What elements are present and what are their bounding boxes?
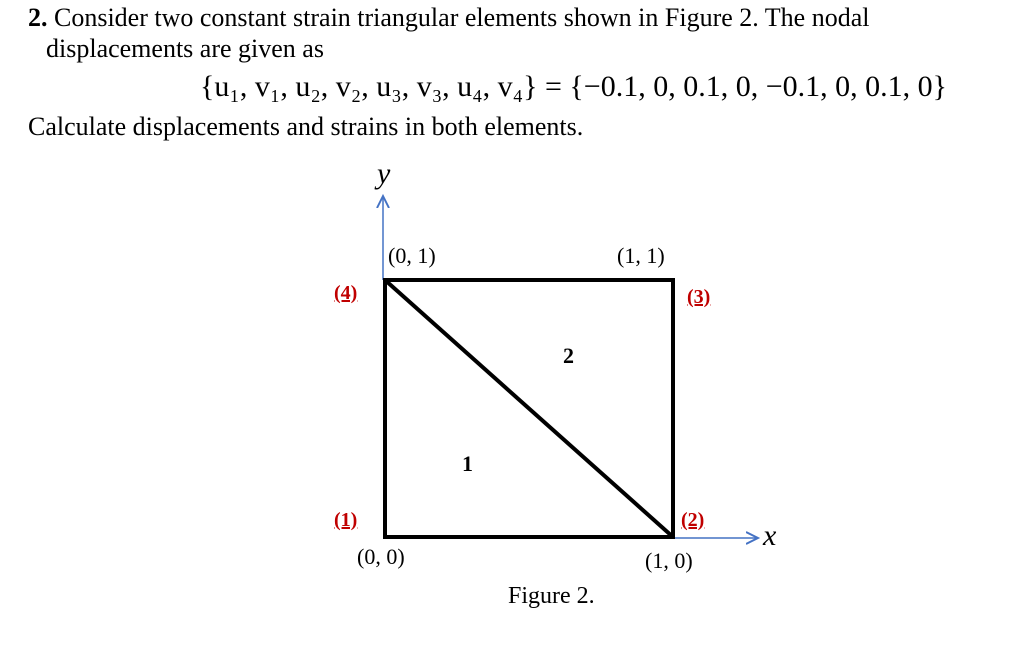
problem-line-3: Calculate displacements and strains in both elements. xyxy=(28,112,584,141)
equation-lhs: {u₁, v₁, u₂, v₂, u₃, v₃, u₄, v₄} xyxy=(200,70,538,103)
node-label-4: (4) xyxy=(334,282,358,304)
coord-node-2: (1, 0) xyxy=(645,548,693,573)
coord-node-3: (1, 1) xyxy=(617,243,665,268)
element-label-2: 2 xyxy=(563,343,574,368)
coord-node-4: (0, 1) xyxy=(388,243,436,268)
element-diagonal xyxy=(385,280,673,537)
equation-rhs: = {−0.1, 0, 0.1, 0, −0.1, 0, 0.1, 0} xyxy=(544,70,948,103)
node-label-2: (2) xyxy=(681,509,705,531)
element-label-1: 1 xyxy=(462,451,473,476)
node-label-3: (3) xyxy=(687,286,711,308)
problem-text-1: Consider two constant strain triangular elements shown in Figure 2. The nodal xyxy=(54,3,870,32)
x-axis-label: x xyxy=(763,519,777,552)
problem-number: 2. xyxy=(28,3,48,32)
y-axis-label: y xyxy=(377,157,391,190)
node-label-1: (1) xyxy=(334,509,358,531)
problem-line-2: displacements are given as xyxy=(46,34,324,63)
coord-node-1: (0, 0) xyxy=(357,544,405,569)
figure-caption: Figure 2. xyxy=(508,583,595,609)
